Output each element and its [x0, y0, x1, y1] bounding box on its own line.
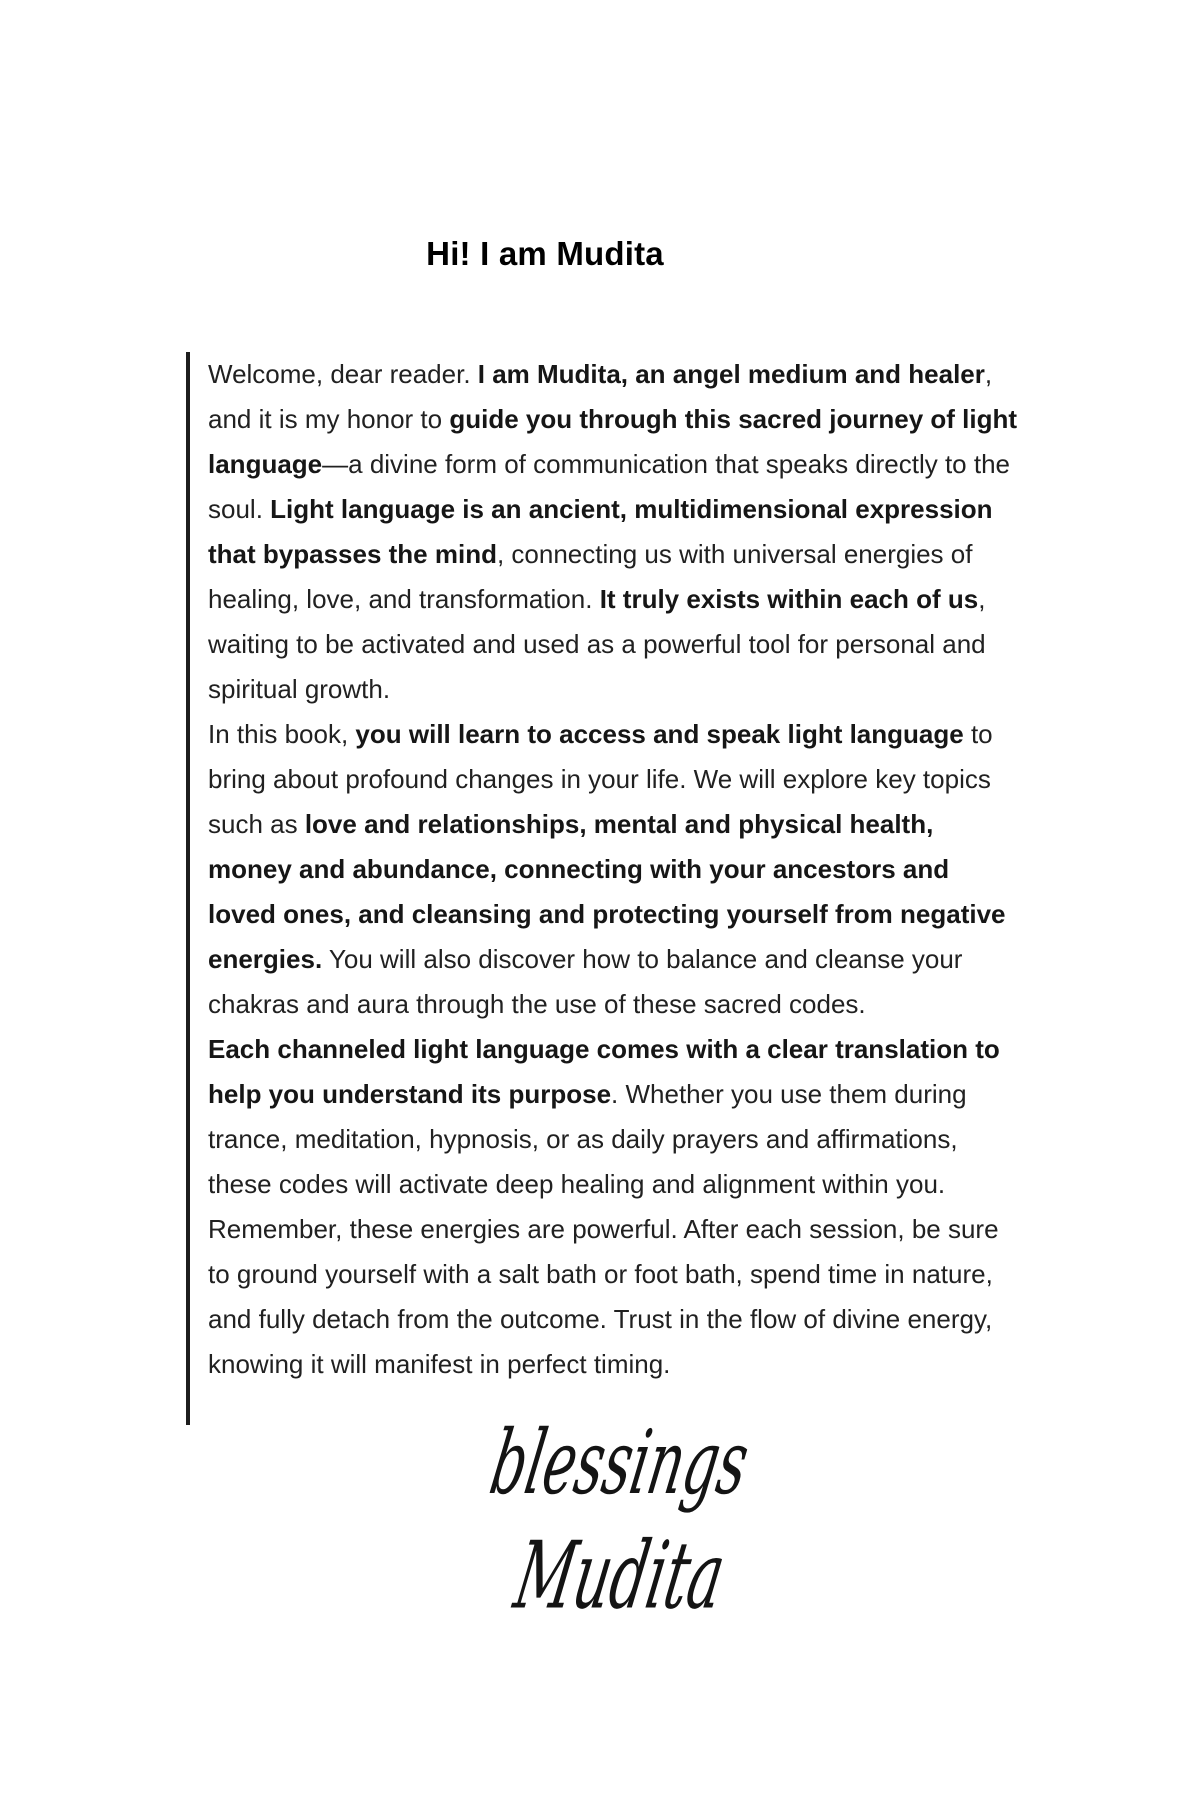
intro-paragraph-1 — [208, 352, 1019, 712]
text-run: love and relationships, mental and physical health, money and abundance, connecting with your ancestors and loved ones, and cleansing and protecting yourself from negative energies. — [208, 809, 1006, 974]
signature-word-blessings — [370, 1408, 870, 1520]
text-run: I am Mudita, an angel medium and healer — [477, 359, 985, 389]
intro-paragraph-3 — [208, 1027, 1019, 1387]
text-run: , and it is my honor to — [208, 359, 993, 434]
signature — [370, 1408, 870, 1632]
text-run: It truly exists within each of us — [599, 584, 979, 614]
text-run: Welcome, dear reader. — [208, 359, 478, 389]
text-run: to bring about profound changes in your life. We will explore key topics such as — [208, 719, 993, 839]
text-run: You will also discover how to balance and cleanse your chakras and aura through the use of these sacred codes. — [208, 944, 963, 1019]
text-run: , waiting to be activated and used as a powerful tool for personal and spiritual growth. — [208, 584, 986, 704]
intro-paragraph-2 — [208, 712, 1019, 1027]
intro-text-block — [186, 352, 1019, 1425]
text-run: —a divine form of communication that speaks directly to the soul. — [208, 449, 1011, 524]
signature-word-mudita — [370, 1520, 870, 1632]
text-run: you will learn to access and speak light language — [355, 719, 964, 749]
text-run: guide you through this sacred journey of light language — [208, 404, 1018, 479]
page-title: Hi! I am Mudita — [426, 235, 664, 273]
text-run: Each channeled light language comes with a clear translation to help you understand its purpose — [208, 1034, 1000, 1109]
text-run: In this book, — [208, 719, 356, 749]
text-run: . Whether you use them during trance, meditation, hypnosis, or as daily prayers and affirmations, these codes will activate deep healing and alignment within you. Remember, these energies are powerful. After each session, be sure to ground yourself with a salt bath or foot bath, spend time in nature, and fully detach from the outcome. Trust in the flow of divine energy, knowing it will manifest in perfect timing. — [208, 1079, 999, 1379]
signature-text-line1: blessings — [483, 1412, 757, 1515]
text-run: Light language is an ancient, multidimensional expression that bypasses the mind — [208, 494, 993, 569]
text-run: , connecting us with universal energies of healing, love, and transformation. — [208, 539, 973, 614]
signature-text-line2: Mudita — [507, 1522, 733, 1630]
